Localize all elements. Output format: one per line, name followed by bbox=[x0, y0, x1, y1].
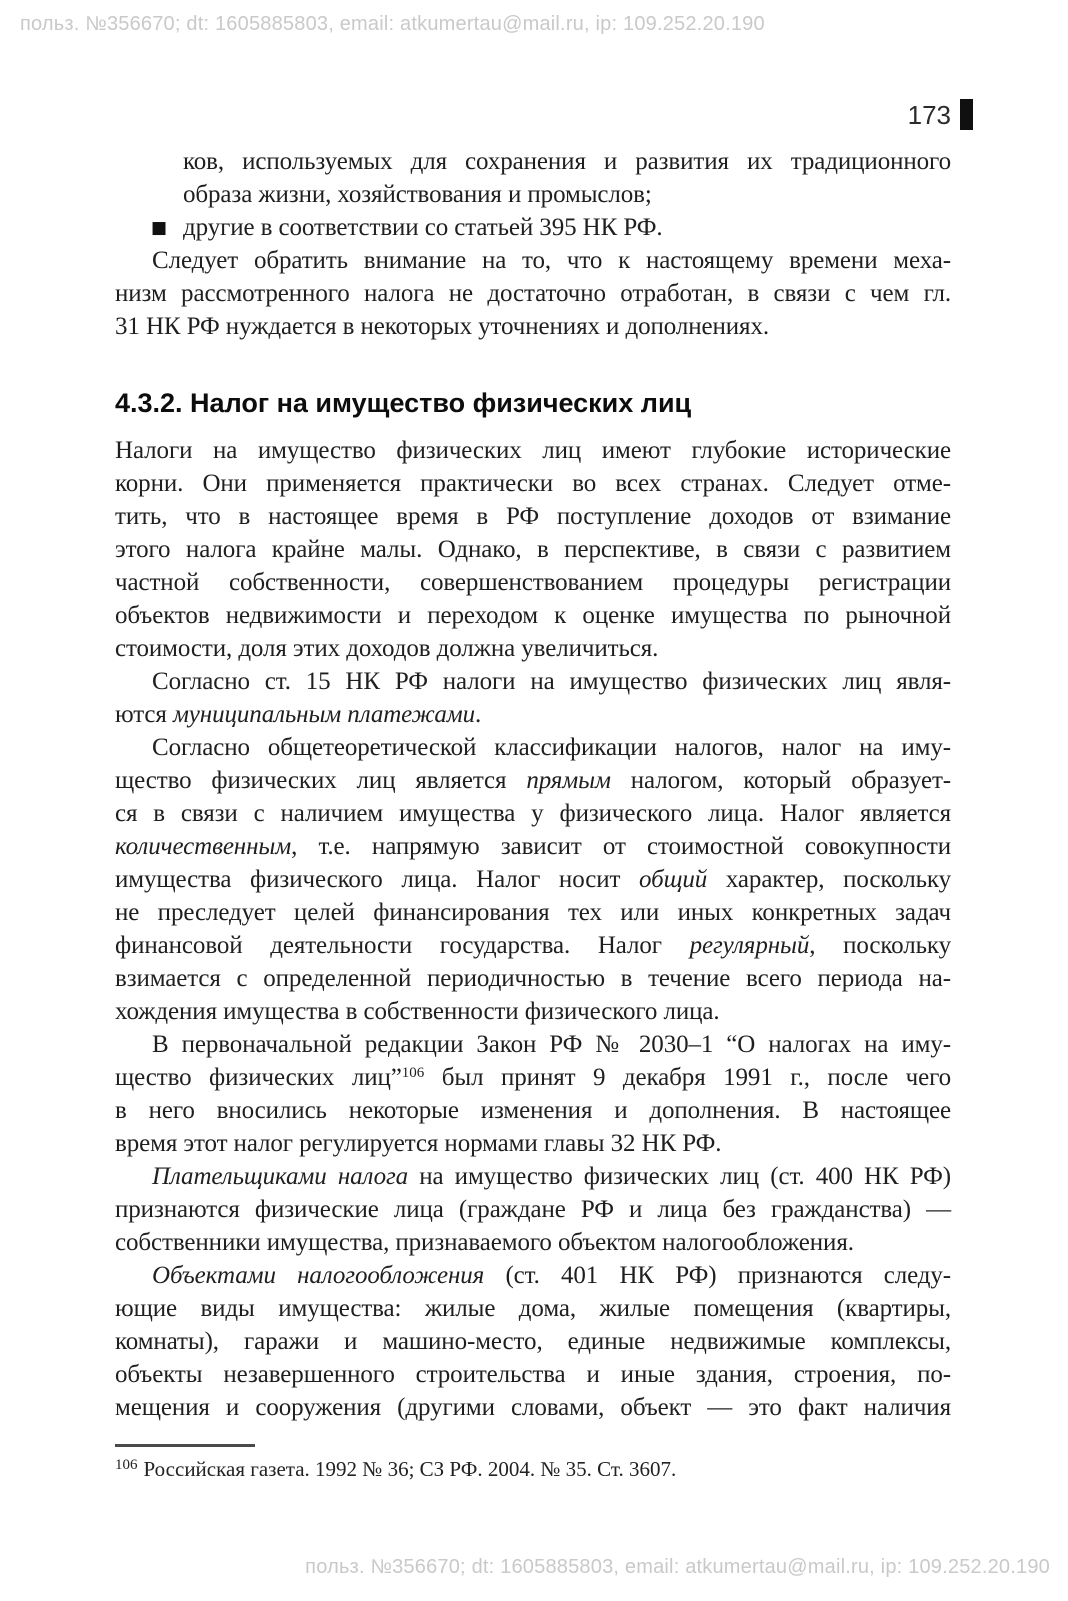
text-segment: признаются физические лица (граждане РФ и лица без гражданства) — bbox=[115, 1196, 951, 1223]
text-segment: , т.е. напрямую зависит от стоимостной совокупности bbox=[291, 833, 951, 860]
text-segment: ся в связи с наличием имущества у физического лица. Налог является bbox=[115, 800, 951, 827]
footnote-reference: 106 bbox=[401, 1065, 425, 1081]
text-segment: мещения и сооружения (другими словами, объект — это факт наличия bbox=[115, 1394, 951, 1421]
paragraph bbox=[115, 665, 951, 731]
text-line bbox=[115, 500, 951, 533]
text-line bbox=[115, 211, 951, 244]
text-line bbox=[115, 1292, 951, 1325]
watermark-header: польз. №356670; dt: 1605885803, email: atkumertau@mail.ru, ip: 109.252.20.190 bbox=[20, 13, 765, 35]
italic-text: Объектами налогообложения bbox=[152, 1262, 485, 1289]
italic-text: муниципальным платежами bbox=[172, 701, 476, 728]
text-segment: , поскольку bbox=[809, 932, 951, 959]
text-line bbox=[115, 1127, 951, 1160]
paragraph bbox=[115, 1028, 951, 1160]
text-segment: на имущество физических лиц (ст. 400 НК РФ) bbox=[408, 1163, 951, 1190]
text-segment: стоимости, доля этих доходов должна увеличиться. bbox=[115, 635, 659, 662]
page-number: 173 bbox=[907, 99, 951, 130]
text-line bbox=[115, 797, 951, 830]
text-segment: другие в соответствии со статьей 395 НК РФ. bbox=[183, 214, 663, 241]
italic-text: регулярный bbox=[689, 932, 810, 959]
text-line bbox=[115, 434, 951, 467]
footnote-divider bbox=[115, 1444, 255, 1447]
content-blocks bbox=[115, 145, 951, 1424]
paragraph bbox=[115, 1259, 951, 1424]
text-line bbox=[115, 962, 951, 995]
text-line bbox=[115, 1358, 951, 1391]
text-segment: время этот налог регулируется нормами главы 32 НК РФ. bbox=[115, 1130, 722, 1157]
paragraph bbox=[115, 244, 951, 343]
text-segment: хождения имущества в собственности физического лица. bbox=[115, 998, 720, 1025]
text-line bbox=[115, 310, 951, 343]
text-segment: комнаты), гаражи и машино-место, единые недвижимые комплексы, bbox=[115, 1328, 951, 1355]
text-segment: корни. Они применяется практически во всех странах. Следует отме- bbox=[115, 470, 951, 497]
text-segment: объекты незавершенного строительства и иные здания, строения, по- bbox=[115, 1361, 951, 1388]
text-segment: частной собственности, совершенствованием процедуры регистрации bbox=[115, 569, 951, 596]
italic-text: общий bbox=[639, 866, 708, 893]
bullet-item bbox=[115, 211, 951, 244]
text-segment: в него вносились некоторые изменения и дополнения. В настоящее bbox=[115, 1097, 951, 1124]
section-heading: 4.3.2. Налог на имущество физических лиц bbox=[115, 388, 692, 418]
text-line bbox=[115, 1160, 951, 1193]
text-segment: имущества физического лица. Налог носит bbox=[115, 866, 640, 893]
text-segment: налогом, который образует- bbox=[610, 767, 952, 794]
text-line bbox=[115, 1391, 951, 1424]
text-segment: взимается с определенной периодичностью в течение всего периода на- bbox=[115, 965, 951, 992]
text-line bbox=[115, 1259, 951, 1292]
text-segment: характер, поскольку bbox=[707, 866, 952, 893]
footnote-text: Российская газета. 1992 № 36; СЗ РФ. 2004. № 35. Ст. 3607. bbox=[143, 1457, 677, 1481]
text-line bbox=[115, 277, 951, 310]
paragraph bbox=[115, 434, 951, 665]
text-line bbox=[115, 830, 951, 863]
text-line bbox=[115, 863, 951, 896]
text-segment: Согласно общетеоретической классификации налогов, налог на иму- bbox=[152, 734, 951, 761]
text-segment: щество физических лиц является bbox=[115, 767, 527, 794]
text-segment: собственники имущества, признаваемого объектом налогообложения. bbox=[115, 1229, 854, 1256]
text-line bbox=[115, 1028, 951, 1061]
page-number-block bbox=[908, 99, 973, 130]
text-segment: финансовой деятельности государства. Налог bbox=[115, 932, 690, 959]
text-line bbox=[115, 1193, 951, 1226]
italic-text: количественным bbox=[115, 833, 292, 860]
text-line bbox=[115, 533, 951, 566]
text-segment: Налоги на имущество физических лиц имеют глубокие исторические bbox=[115, 437, 951, 464]
text-line bbox=[115, 566, 951, 599]
text-line bbox=[115, 731, 951, 764]
italic-text: Плательщиками налога bbox=[152, 1163, 409, 1190]
footnote-block bbox=[115, 1444, 951, 1482]
text-segment: (ст. 401 НК РФ) признаются следу- bbox=[484, 1262, 952, 1289]
text-line bbox=[115, 1061, 951, 1094]
list-continuation bbox=[115, 145, 951, 211]
text-segment: щество физических лиц” bbox=[115, 1064, 402, 1091]
italic-text: прямым bbox=[526, 767, 611, 794]
text-line bbox=[115, 896, 951, 929]
text-line bbox=[115, 599, 951, 632]
text-segment: ются bbox=[115, 701, 173, 728]
text-line bbox=[115, 1226, 951, 1259]
text-line bbox=[115, 698, 951, 731]
text-segment: . bbox=[475, 701, 482, 728]
text-line bbox=[115, 145, 951, 178]
square-bullet-icon: ■ bbox=[151, 218, 167, 238]
text-segment: образа жизни, хозяйствования и промыслов; bbox=[183, 181, 652, 208]
text-segment: не преследует целей финансирования тех или иных конкретных задач bbox=[115, 899, 951, 926]
page-edge-bar bbox=[960, 99, 973, 130]
text-line bbox=[115, 467, 951, 500]
text-line bbox=[115, 178, 951, 211]
paragraph bbox=[115, 731, 951, 1028]
text-segment: Согласно ст. 15 НК РФ налоги на имущество физических лиц явля- bbox=[152, 668, 951, 695]
text-line bbox=[115, 1094, 951, 1127]
text-segment: В первоначальной редакции Закон РФ № 2030–1 “О налогах на иму- bbox=[152, 1031, 951, 1058]
text-line bbox=[115, 995, 951, 1028]
text-line bbox=[115, 665, 951, 698]
text-segment: объектов недвижимости и переходом к оценке имущества по рыночной bbox=[115, 602, 951, 629]
text-line bbox=[115, 929, 951, 962]
text-line bbox=[115, 244, 951, 277]
footnote-line bbox=[115, 1456, 951, 1482]
text-segment: ющие виды имущества: жилые дома, жилые помещения (квартиры, bbox=[115, 1295, 951, 1322]
watermark-footer: польз. №356670; dt: 1605885803, email: atkumertau@mail.ru, ip: 109.252.20.190 bbox=[305, 1556, 1050, 1578]
text-segment: этого налога крайне малы. Однако, в перспективе, в связи с развитием bbox=[115, 536, 951, 563]
footnote-marker: 106 bbox=[115, 1457, 138, 1473]
text-line bbox=[115, 764, 951, 797]
text-line bbox=[115, 1325, 951, 1358]
text-segment: был принят 9 декабря 1991 г., после чего bbox=[424, 1064, 951, 1091]
text-segment: низм рассмотренного налога не достаточно отработан, в связи с чем гл. bbox=[115, 280, 951, 307]
text-segment: тить, что в настоящее время в РФ поступление доходов от взимание bbox=[115, 503, 951, 530]
text-segment: Следует обратить внимание на то, что к настоящему времени меха- bbox=[152, 247, 951, 274]
paragraph bbox=[115, 1160, 951, 1259]
text-segment: ков, используемых для сохранения и развития их традиционного bbox=[183, 148, 951, 175]
text-line bbox=[115, 632, 951, 665]
text-segment: 31 НК РФ нуждается в некоторых уточнениях и дополнениях. bbox=[115, 313, 769, 340]
